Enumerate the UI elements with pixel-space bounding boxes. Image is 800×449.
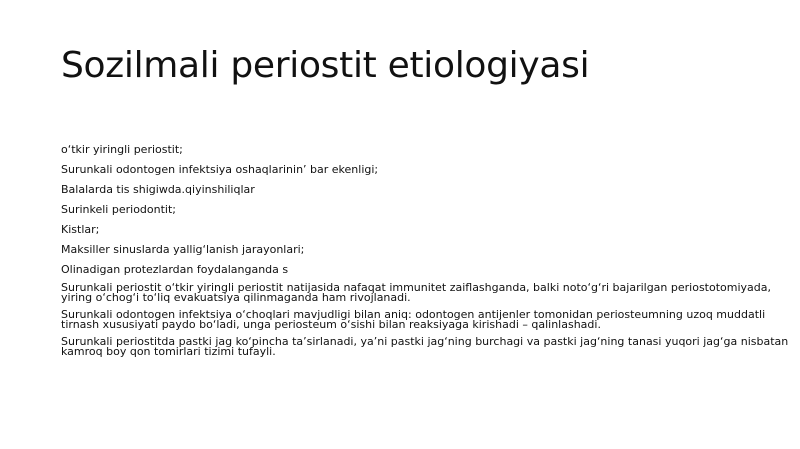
bullet-item: Olinadigan protezlardan foydalanganda s <box>61 263 289 276</box>
paragraph-line: tirnash xususiyati paydo bo‘ladi, unga periosteum o‘sishi bilan reaksiyaga kirishadi – qalinlashadi. <box>61 318 601 331</box>
paragraph <box>61 308 766 331</box>
slide-body <box>61 143 789 358</box>
bullet-item: Surinkeli periodontit; <box>61 203 176 216</box>
bullet-item: Maksiller sinuslarda yallig‘lanish jarayonlari; <box>61 243 305 256</box>
paragraph <box>61 335 789 358</box>
bullet-item: Kistlar; <box>61 223 100 236</box>
bullet-item: Surunkali odontogen infektsiya oshaqlarinin’ bar ekenligi; <box>61 163 379 176</box>
paragraph-line: Surunkali odontogen infektsiya o‘choqlari mavjudligi bilan aniq: odontogen antijenler tomonidan periosteumning uzoq muddatli <box>61 308 766 321</box>
bullet-item: o‘tkir yiringli periostit; <box>61 143 183 156</box>
paragraph-line: Surunkali periostitda pastki jag ko‘pincha ta’sirlanadi, ya’ni pastki jag‘ning burchagi va pastki jag‘ning tanasi yuqori jag‘ga nisbatan <box>61 335 789 348</box>
bullet-item: Balalarda tis shigiwda.qiyinshiliqlar <box>61 183 255 196</box>
slide-title: Sozilmali periostit etiologiyasi <box>61 45 590 86</box>
paragraph-line: kamroq boy qon tomirlari tizimi tufayli. <box>61 345 276 358</box>
paragraph <box>61 281 772 304</box>
paragraph-line: Surunkali periostit o‘tkir yiringli periostit natijasida nafaqat immunitet zaiflashganda, balki noto‘g‘ri bajarilgan periostotomiyada, <box>61 281 772 294</box>
paragraph-line: yiring o‘chog‘i to‘liq evakuatsiya qilinmaganda ham rivojlanadi. <box>61 291 411 304</box>
